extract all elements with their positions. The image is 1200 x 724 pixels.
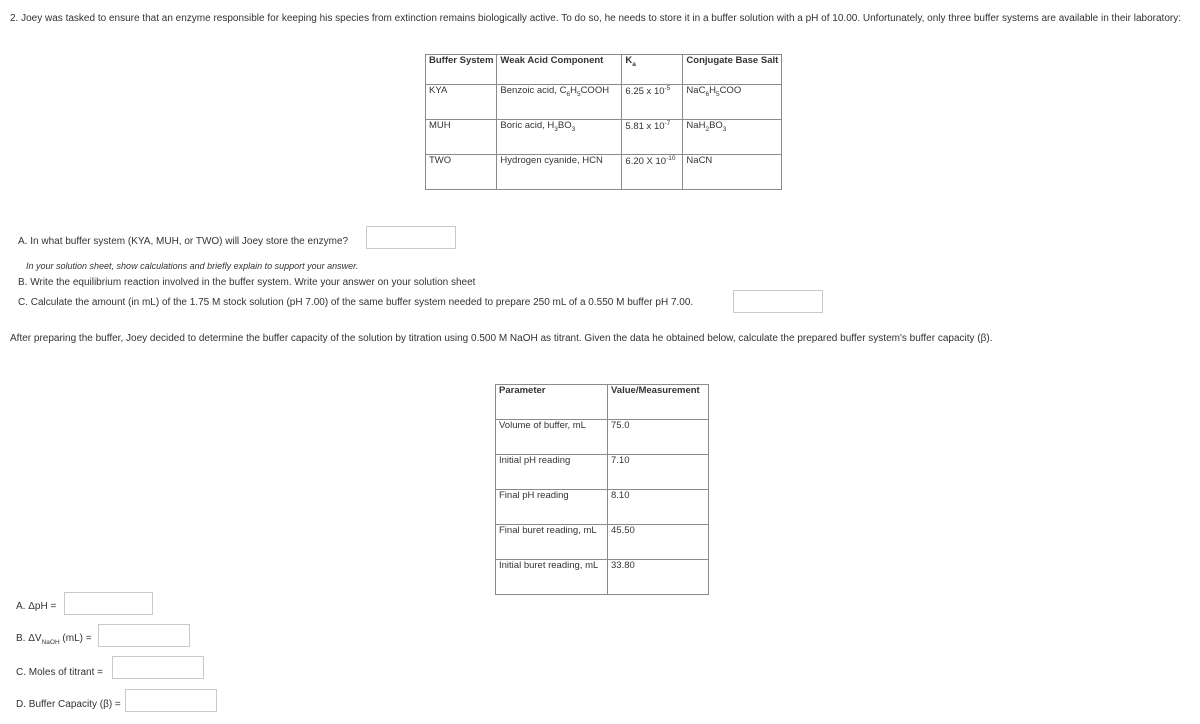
buffer-capacity-input[interactable] [125,689,217,712]
table-row [496,455,709,490]
parameter-cell: Volume of buffer, mL [496,420,608,455]
value-cell: 8.10 [608,490,709,525]
table-row [496,525,709,560]
salt-cell: $NaC_6H_5COO$ [683,85,782,120]
table-row [426,85,782,120]
table-row [426,155,782,190]
delta-ph-input[interactable] [64,592,153,615]
ka-cell: 6.25 x $10^{-5}$ [622,85,683,120]
table-row [496,490,709,525]
system-cell: TWO [426,155,497,190]
answer-c-input[interactable] [733,290,823,313]
header-value: Value/Measurement [608,385,709,420]
system-cell: KYA [426,85,497,120]
buffer-capacity-label: D. Buffer Capacity (β) = [16,699,121,710]
table-row [496,560,709,595]
acid-cell: Boric acid, $H_3BO_3$ [497,120,622,155]
parameter-cell: Initial pH reading [496,455,608,490]
question-a-note: In your solution sheet, show calculations and briefly explain to support your answer. [26,261,359,271]
table-row [426,120,782,155]
parameter-cell: Final buret reading, mL [496,525,608,560]
ka-cell: 6.20 X $10^{-10}$ [622,155,683,190]
header-ka: $K_a$ [622,55,683,85]
delta-ph-label: A. ΔpH = [16,601,57,612]
moles-titrant-input[interactable] [112,656,204,679]
question-a: A. In what buffer system (KYA, MUH, or TWO) will Joey store the enzyme? [18,236,349,247]
value-cell: 7.10 [608,455,709,490]
salt-cell: $NaH_2BO_3$ [683,120,782,155]
answer-a-input[interactable] [366,226,456,249]
question-b: B. Write the equilibrium reaction involved in the buffer system. Write your answer on your solution sheet [18,277,476,288]
titration-data-table [495,384,709,595]
header-buffer-system: Buffer System [426,55,497,85]
header-conjugate-base: Conjugate Base Salt [683,55,782,85]
parameter-cell: Final pH reading [496,490,608,525]
value-cell: 75.0 [608,420,709,455]
header-parameter: Parameter [496,385,608,420]
ka-cell: 5.81 x $10^{-7}$ [622,120,683,155]
delta-v-input[interactable] [98,624,190,647]
salt-cell: NaCN [683,155,782,190]
system-cell: MUH [426,120,497,155]
header-weak-acid: Weak Acid Component [497,55,622,85]
titration-intro: After preparing the buffer, Joey decided to determine the buffer capacity of the solution by titration using 0.500 M NaOH as titrant. Given the data he obtained below, calculate the prepared buffer system's buffer capacity (β). [10,333,993,344]
delta-v-label: B. $\Delta V_{NaOH}$ (mL) = [16,633,92,646]
acid-cell: Benzoic acid, $C_6H_5COOH$ [497,85,622,120]
acid-cell: Hydrogen cyanide, HCN [497,155,622,190]
value-cell: 45.50 [608,525,709,560]
value-cell: 33.80 [608,560,709,595]
problem-intro: 2. Joey was tasked to ensure that an enzyme responsible for keeping his species from extinction remains biologically active. To do so, he needs to store it in a buffer solution with a pH of 10.00. Unfortunately, only three buffer systems are available in their laboratory: [10,13,1182,24]
question-c: C. Calculate the amount (in mL) of the 1.75 M stock solution (pH 7.00) of the same buffer system needed to prepare 250 mL of a 0.550 M buffer pH 7.00. [18,297,694,308]
moles-titrant-label: C. Moles of titrant = [16,667,103,678]
table-row [496,420,709,455]
buffer-systems-table [425,54,782,190]
parameter-cell: Initial buret reading, mL [496,560,608,595]
